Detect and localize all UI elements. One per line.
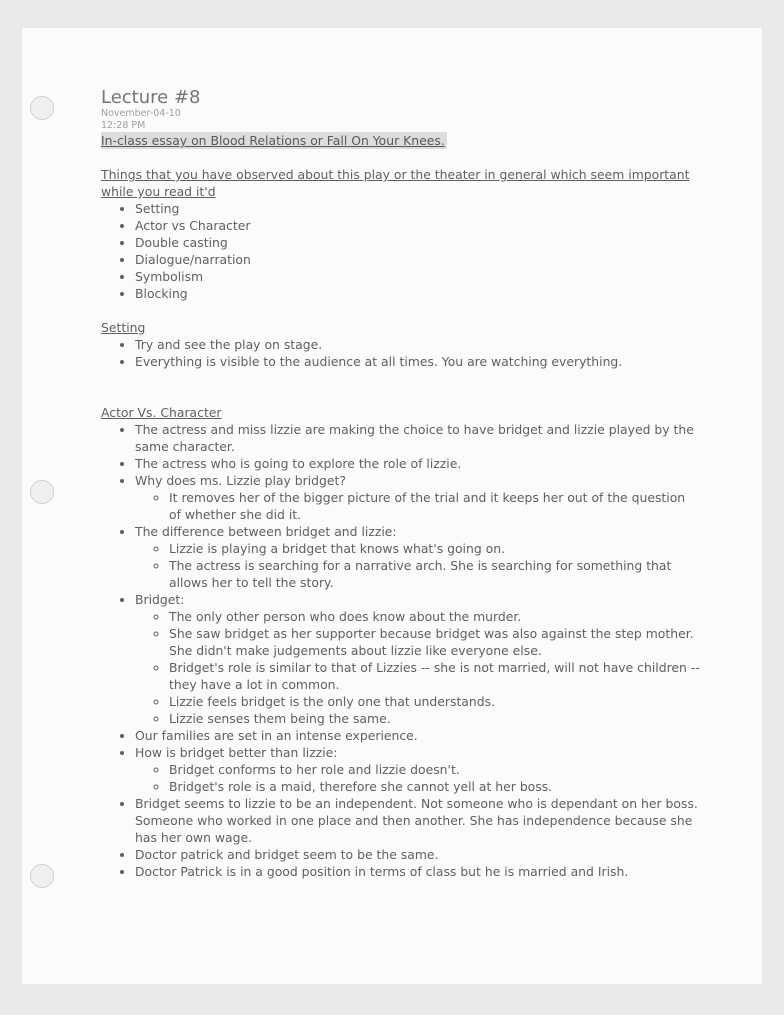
note-time: 12:28 PM (101, 120, 146, 131)
sub-list-item: ◦ Lizzie senses them being the same. (169, 710, 701, 727)
list-item: • Our families are set in an intense experience. (135, 727, 701, 744)
list-item-text: How is bridget better than lizzie: (135, 745, 338, 760)
list-item: • Actor vs Character (135, 217, 701, 234)
sub-list-item: ◦ Lizzie is playing a bridget that knows what's going on. (169, 540, 701, 557)
page-title: Lecture #8 (101, 87, 201, 108)
list-item (135, 472, 701, 523)
list-item-text: Why does ms. Lizzie play bridget? (135, 473, 346, 488)
note-date: November-04-10 (101, 108, 181, 119)
setting-heading: Setting (101, 320, 146, 335)
sub-list (135, 540, 701, 591)
list-item-text: The difference between bridget and lizzie: (135, 524, 397, 539)
list-item: • Double casting (135, 234, 701, 251)
list-item (135, 523, 701, 591)
sub-list-item: ◦ She saw bridget as her supporter because bridget was also against the step mother. She didn't make judgements about lizzie like everyone else. (169, 625, 701, 659)
list-item: • Bridget seems to lizzie to be an independent. Not someone who is dependant on her boss. Someone who worked in one place and then another. She has independence because she has her own wage. (135, 795, 701, 846)
list-item: • Dialogue/narration (135, 251, 701, 268)
list-item: • Symbolism (135, 268, 701, 285)
list-item: • Doctor Patrick is in a good position in terms of class but he is married and Irish. (135, 863, 701, 880)
list-item (135, 591, 701, 727)
list-item: • Everything is visible to the audience at all times. You are watching everything. (135, 353, 701, 370)
sub-list-item: ◦ The actress is searching for a narrative arch. She is searching for something that allows her to tell the story. (169, 557, 701, 591)
setting-list (101, 336, 701, 370)
notes-content (101, 88, 701, 880)
sub-list-item: ◦ Bridget conforms to her role and lizzie doesn't. (169, 761, 701, 778)
list-item (135, 744, 701, 795)
punch-hole (30, 96, 54, 120)
actor-heading: Actor Vs. Character (101, 405, 222, 420)
sub-list (135, 608, 701, 727)
sub-list-item: ◦ Bridget's role is similar to that of Lizzies -- she is not married, will not have children -- they have a lot in common. (169, 659, 701, 693)
sub-list (135, 761, 701, 795)
list-item: • Setting (135, 200, 701, 217)
sub-list-item: ◦ Lizzie feels bridget is the only one that understands. (169, 693, 701, 710)
sub-list (135, 489, 701, 523)
punch-hole (30, 864, 54, 888)
sub-list-item: ◦ It removes her of the bigger picture of the trial and it keeps her out of the question of whether she did it. (169, 489, 701, 523)
list-item: • Doctor patrick and bridget seem to be the same. (135, 846, 701, 863)
list-item: • The actress who is going to explore the role of lizzie. (135, 455, 701, 472)
list-item: • The actress and miss lizzie are making the choice to have bridget and lizzie played by the same character. (135, 421, 701, 455)
actor-list (101, 421, 701, 880)
sub-list-item: ◦ The only other person who does know about the murder. (169, 608, 701, 625)
list-item: • Blocking (135, 285, 701, 302)
list-item: • Try and see the play on stage. (135, 336, 701, 353)
observations-list (101, 200, 701, 302)
sub-list-item: ◦ Bridget's role is a maid, therefore she cannot yell at her boss. (169, 778, 701, 795)
list-item-text: Bridget: (135, 592, 185, 607)
punch-hole (30, 480, 54, 504)
observations-question: Things that you have observed about this play or the theater in general which seem important while you read it'd (101, 167, 690, 199)
topic-line: In-class essay on Blood Relations or Fall On Your Knees. (101, 133, 445, 148)
